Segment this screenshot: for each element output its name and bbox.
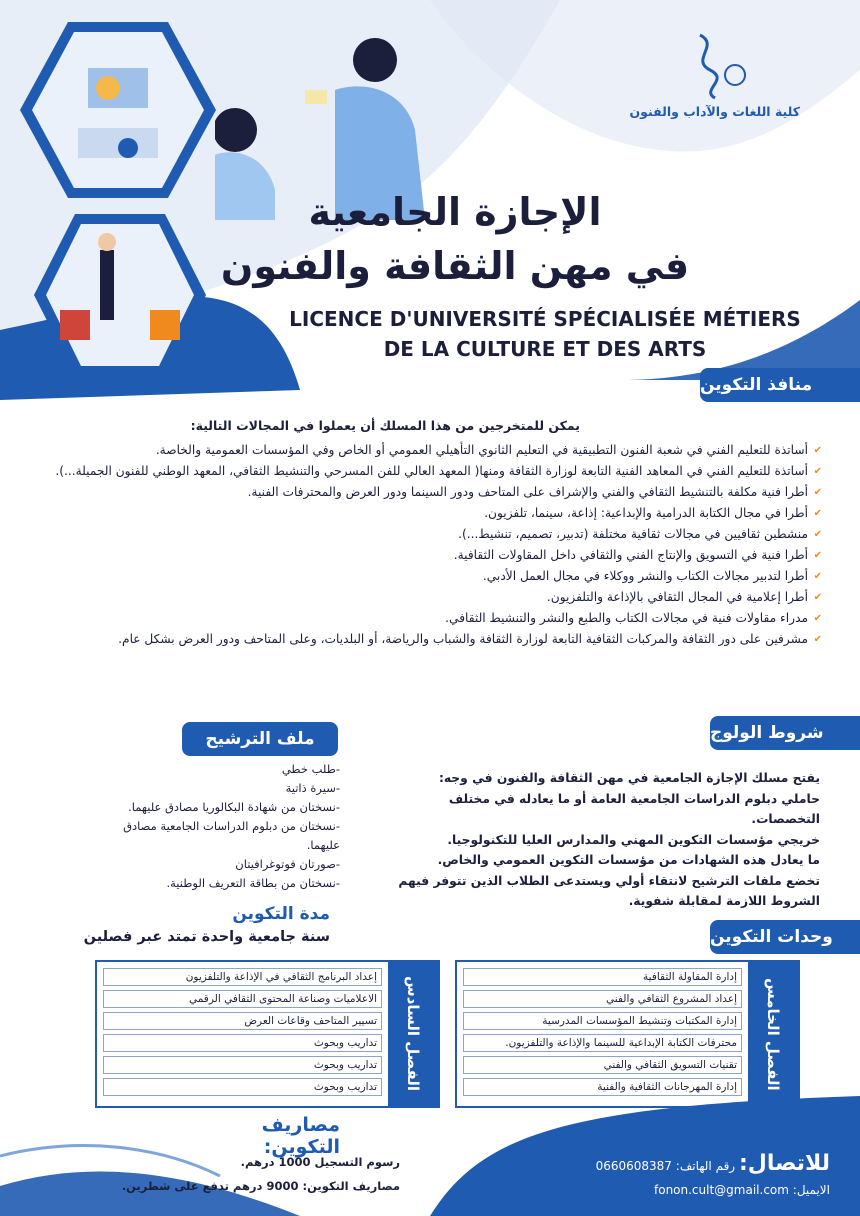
illustration-hexagon-culture bbox=[18, 18, 218, 203]
email-address[interactable]: fonon.cult@gmail.com bbox=[654, 1183, 789, 1197]
fees-heading: مصاريف التكوين: bbox=[261, 1114, 340, 1158]
phone-label: رقم الهاتف: bbox=[675, 1159, 736, 1173]
list-item: ✔ مدراء مقاولات فنية في مجالات الكتاب والطبع والنشر والتنشيط الثقافي. bbox=[32, 608, 822, 629]
training-fee: مصاريف التكوين: 9000 درهم تدفع على شطرين. bbox=[121, 1179, 400, 1193]
university-logo bbox=[690, 30, 750, 100]
semester-5-table bbox=[455, 960, 800, 1108]
outlets-list bbox=[32, 440, 822, 650]
outlets-intro: يمكن للمتخرجين من هذا المسلك أن يعملوا في المجالات التالية: bbox=[190, 418, 580, 433]
phone-number[interactable]: 0660608387 bbox=[595, 1159, 672, 1173]
table-row: تداريب وبحوث bbox=[103, 1078, 382, 1096]
registration-fee: رسوم التسجيل 1000 درهم. bbox=[240, 1155, 400, 1169]
semester-6-label: الفصل السادس bbox=[388, 962, 438, 1106]
admission-conditions bbox=[380, 768, 820, 912]
list-item: -نسختان من شهادة البكالوريا مصادق عليهما. bbox=[128, 800, 340, 814]
application-heading: ملف الترشيح bbox=[205, 729, 315, 749]
list-item: ✔ أطرا فنية في التسويق والإنتاج الفني والثقافي داخل المقاولات الثقافية. bbox=[32, 545, 822, 566]
section-banner-outlets bbox=[700, 368, 860, 402]
table-row: محترفات الكتابة الإبداعية للسينما والإذاعة والتلفزيون. bbox=[463, 1034, 742, 1052]
list-item: ✔ أطرا في مجال الكتابة الدرامية والإبداعية: إذاعة، سينما، تلفزيون. bbox=[32, 503, 822, 524]
admission-line: خريجي مؤسسات التكوين المهني والمدارس العليا للتكنولوجيا. bbox=[447, 832, 820, 847]
admission-line: حاملي دبلوم الدراسات الجامعية العامة أو ما يعادله في مختلف التخصصات. bbox=[448, 791, 820, 826]
list-item: ✔ أطرا لتدبير مجالات الكتاب والنشر ووكلاء في مجال العمل الأدبي. bbox=[32, 566, 822, 587]
section-banner-admission bbox=[710, 716, 860, 750]
table-row: تداريب وبحوث bbox=[103, 1056, 382, 1074]
duration-text: سنة جامعية واحدة تمتد عبر فصلين bbox=[83, 929, 330, 945]
faculty-name: كلية اللغات والآداب والفنون bbox=[629, 104, 800, 119]
outlets-heading: منافذ التكوين bbox=[700, 375, 813, 395]
list-item: ✔ أطرا فنية مكلفة بالتنشيط الثقافي والفني والإشراف على المتاحف ودور السينما ودور العرض والمحترفات الفنية. bbox=[32, 482, 822, 503]
list-item: -طلب خطي bbox=[281, 762, 340, 776]
semester-5-label: الفصل الخامس bbox=[748, 962, 798, 1106]
list-item: ✔ أساتذة للتعليم الفني في المعاهد الفنية التابعة لوزارة الثقافة ومنها( المعهد العالي للفن المسرحي والتنشيط الثقافي، المعهد الوطني للفنون الجميلة...). bbox=[32, 461, 822, 482]
table-row: إدارة المكتبات وتنشيط المؤسسات المدرسية bbox=[463, 1012, 742, 1030]
admission-line: تخضع ملفات الترشيح لانتقاء أولي ويستدعى الطلاب الذين تتوفر فيهم الشروط اللازمة لمقابلة شفوية. bbox=[398, 873, 820, 908]
contact-heading: للاتصال: bbox=[738, 1151, 830, 1176]
duration-heading: مدة التكوين bbox=[232, 904, 330, 924]
title-arabic-line2: في مهن الثقافة والفنون bbox=[220, 244, 690, 288]
admission-line: ما يعادل هذه الشهادات من مؤسسات التكوين العمومي والخاص. bbox=[437, 853, 820, 867]
list-item: ✔ أطرا إعلامية في المجال الثقافي بالإذاعة والتلفزيون. bbox=[32, 587, 822, 608]
email-label: الايميل: bbox=[792, 1183, 830, 1197]
admission-line: يفتح مسلك الإجازة الجامعية في مهن الثقافة والفنون في وجه: bbox=[438, 771, 820, 785]
table-row: تقنيات التسويق الثقافي والفني bbox=[463, 1056, 742, 1074]
list-item: -نسختان من بطاقة التعريف الوطنية. bbox=[166, 876, 340, 890]
title-arabic-line1: الإجازة الجامعية bbox=[308, 190, 602, 234]
list-item: -سيرة ذاتية bbox=[285, 781, 340, 795]
list-item: -صورتان فوتوغرافيتان bbox=[235, 857, 340, 871]
title-french-line2: DE LA CULTURE ET DES ARTS bbox=[383, 337, 707, 361]
section-banner-application bbox=[182, 722, 338, 756]
admission-heading: شروط الولوج bbox=[710, 723, 824, 743]
application-file-list bbox=[100, 760, 340, 893]
contact-block bbox=[530, 1152, 830, 1202]
list-item: ✔ أساتذة للتعليم الفني في شعبة الفنون التطبيقية في التعليم الثانوي التأهيلي العمومي أو الخاص وفي المؤسسات العمومية والخاصة. bbox=[32, 440, 822, 461]
table-row: إعداد المشروع الثقافي والفني bbox=[463, 990, 742, 1008]
title-french-line1: LICENCE D'UNIVERSITÉ SPÉCIALISÉE MÉTIERS bbox=[289, 307, 801, 331]
table-row: تسيير المتاحف وقاعات العرض bbox=[103, 1012, 382, 1030]
semester-6-table bbox=[95, 960, 440, 1108]
modules-heading: وحدات التكوين bbox=[710, 927, 833, 947]
illustration-hexagon-meeting bbox=[30, 210, 210, 380]
fees-details bbox=[110, 1150, 400, 1198]
list-item: ✔ منشطين ثقافيين في مجالات ثقافية مختلفة (تدبير، تصميم، تنشيط...). bbox=[32, 524, 822, 545]
list-item: ✔ مشرفين على دور الثقافة والمركبات الثقافية التابعة لوزارة الثقافة والشباب والرياضة، أو البلديات، وعلى المتاحف ودور العرض بشكل عام. bbox=[32, 629, 822, 650]
section-banner-modules bbox=[710, 920, 860, 954]
table-row: الاعلاميات وصناعة المحتوى الثقافي الرقمي bbox=[103, 990, 382, 1008]
list-item: -نسختان من دبلوم الدراسات الجامعية مصادق عليهما. bbox=[123, 819, 340, 852]
table-row: تداريب وبحوث bbox=[103, 1034, 382, 1052]
table-row: إعداد البرنامج الثقافي في الإذاعة والتلفزيون bbox=[103, 968, 382, 986]
table-row: إدارة المقاولة الثقافية bbox=[463, 968, 742, 986]
table-row: إدارة المهرجانات الثقافية والفنية bbox=[463, 1078, 742, 1096]
